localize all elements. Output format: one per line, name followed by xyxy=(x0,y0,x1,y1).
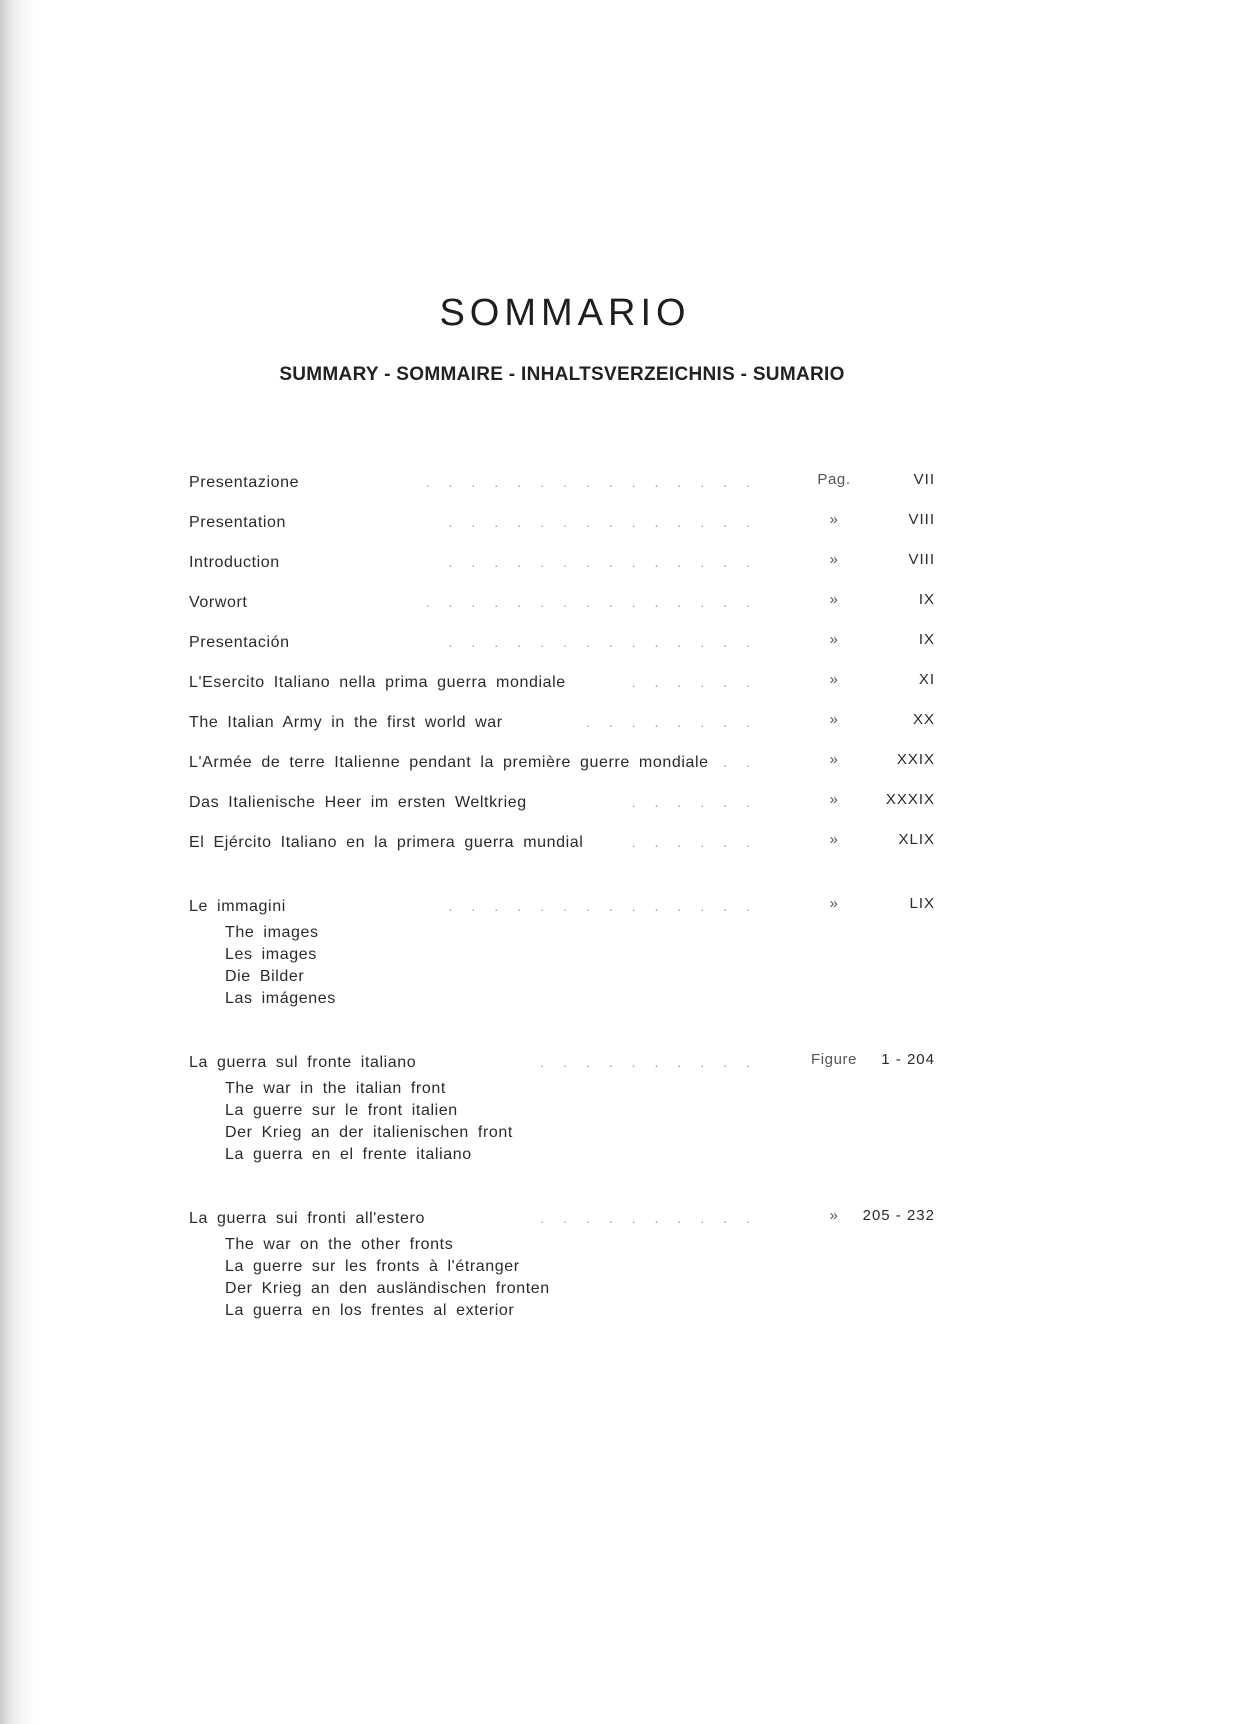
toc-translation: Der Krieg an den ausländischen fronten xyxy=(225,1280,550,1297)
toc-entry xyxy=(189,631,939,656)
toc-entry xyxy=(189,711,939,736)
toc-entry xyxy=(189,791,939,816)
leader-dots: ...... xyxy=(631,794,769,810)
toc-entry-page: XI xyxy=(918,671,935,688)
toc-translation: La guerra en los frentes al exterior xyxy=(225,1302,515,1319)
toc-entry-label: Presentation xyxy=(189,514,287,531)
leader-dots: .............. xyxy=(448,554,769,570)
toc-translation: Les images xyxy=(225,946,317,963)
toc-entry-page: XX xyxy=(912,711,935,728)
toc-entry-page: XXXIX xyxy=(885,791,935,808)
toc-entry-page: VIII xyxy=(908,511,935,528)
toc-entry-ref: Pag. xyxy=(817,471,851,488)
leader-dots: ........ xyxy=(585,714,769,730)
toc-entry-label: L'Armée de terre Italienne pendant la première guerre mondiale xyxy=(189,754,709,771)
toc-section-ref: Figure xyxy=(810,1051,858,1068)
toc-entry-ref: » xyxy=(829,791,839,808)
toc-entry xyxy=(189,831,939,856)
toc-entry-label: El Ejército Italiano en la primera guerra mundial xyxy=(189,834,584,851)
toc-entry-label: L'Esercito Italiano nella prima guerra mondiale xyxy=(189,674,566,691)
leader-dots: .......... xyxy=(540,1054,769,1070)
toc-entry-ref: » xyxy=(829,831,839,848)
toc-entry-label: The Italian Army in the first world war xyxy=(189,714,503,731)
leader-dots: .............. xyxy=(448,898,769,914)
toc-entry xyxy=(189,551,939,576)
leader-dots: ...... xyxy=(631,834,769,850)
toc-translation: La guerre sur les fronts à l'étranger xyxy=(225,1258,520,1275)
toc-entry-page: XXIX xyxy=(896,751,935,768)
toc-entry-page: IX xyxy=(918,591,935,608)
page-title: SOMMARIO xyxy=(439,292,691,334)
toc-entry-ref: » xyxy=(829,551,839,568)
leader-dots: ...... xyxy=(631,674,769,690)
toc-entry-ref: » xyxy=(829,511,839,528)
toc-section-ref: » xyxy=(829,895,839,912)
leader-dots: ............... xyxy=(425,594,769,610)
toc-entry-ref: » xyxy=(829,711,839,728)
toc-entry xyxy=(189,511,939,536)
toc-entry-label: Vorwort xyxy=(189,594,248,611)
toc-section xyxy=(189,1051,939,1076)
toc-entry-ref: » xyxy=(829,751,839,768)
toc-entry xyxy=(189,751,939,776)
toc-translation: Die Bilder xyxy=(225,968,305,985)
toc-entry-label: Das Italienische Heer im ersten Weltkrieg xyxy=(189,794,527,811)
toc-entry-page: XLIX xyxy=(898,831,935,848)
toc-entry-page: IX xyxy=(918,631,935,648)
toc-translation: The images xyxy=(225,924,319,941)
toc-entry-ref: » xyxy=(829,671,839,688)
toc-translation: Der Krieg an der italienischen front xyxy=(225,1124,513,1141)
toc-section-page: LIX xyxy=(909,895,935,912)
toc-section-page: 205 - 232 xyxy=(862,1207,935,1224)
toc-entry-page: VIII xyxy=(908,551,935,568)
toc-entry-ref: » xyxy=(829,591,839,608)
toc-section-label: Le immagini xyxy=(189,898,286,915)
toc-translation: The war on the other fronts xyxy=(225,1236,454,1253)
toc-entry-label: Introduction xyxy=(189,554,280,571)
leader-dots: ............... xyxy=(425,474,769,490)
toc-translation: La guerra en el frente italiano xyxy=(225,1146,472,1163)
toc-entry-ref: » xyxy=(829,631,839,648)
page-spine-shadow xyxy=(0,0,34,1724)
toc-entry xyxy=(189,671,939,696)
leader-dots: .............. xyxy=(448,634,769,650)
leader-dots: .......... xyxy=(540,1210,769,1226)
toc-section-ref: » xyxy=(829,1207,839,1224)
toc-translation: The war in the italian front xyxy=(225,1080,446,1097)
toc-section-label: La guerra sui fronti all'estero xyxy=(189,1210,425,1227)
page-subtitle: SUMMARY - SOMMAIRE - INHALTSVERZEICHNIS - SUMARIO xyxy=(279,364,845,385)
toc-entry xyxy=(189,471,939,496)
toc-section xyxy=(189,1207,939,1232)
toc-section-page: 1 - 204 xyxy=(881,1051,935,1068)
toc-section-label: La guerra sul fronte italiano xyxy=(189,1054,417,1071)
toc-entry-label: Presentazione xyxy=(189,474,300,491)
toc-entry-page: VII xyxy=(913,471,935,488)
toc-entry-label: Presentación xyxy=(189,634,290,651)
toc-translation: Las imágenes xyxy=(225,990,336,1007)
leader-dots: .............. xyxy=(448,514,769,530)
toc-translation: La guerre sur le front italien xyxy=(225,1102,458,1119)
leader-dots: .. xyxy=(723,754,769,770)
toc-entry xyxy=(189,591,939,616)
toc-section xyxy=(189,895,939,920)
